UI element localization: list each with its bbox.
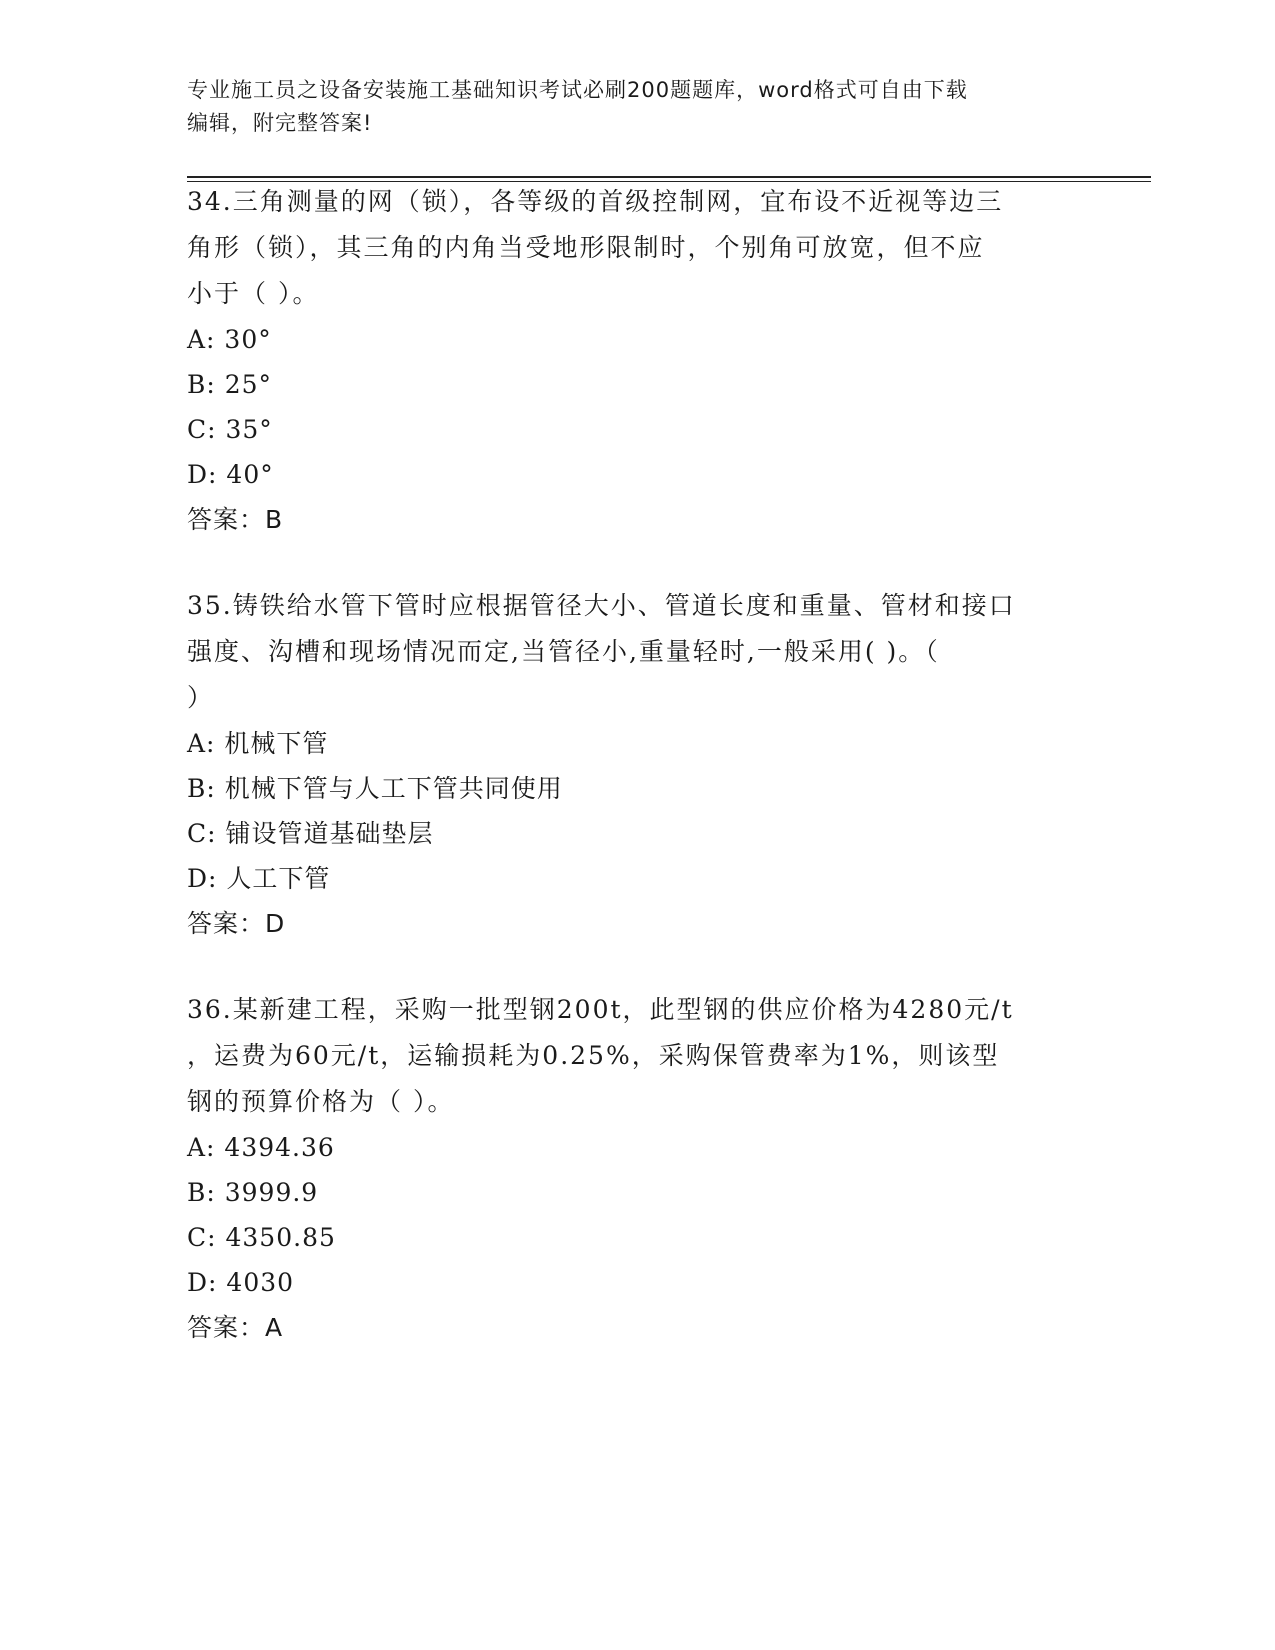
question-35 bbox=[187, 583, 1087, 947]
question-34-line-2: 角形（锁），其三角的内角当受地形限制时，个别角可放宽，但不应 bbox=[187, 233, 985, 262]
question-34-option-d: D: 40° bbox=[187, 460, 274, 489]
question-35-option-a: A: 机械下管 bbox=[187, 729, 329, 758]
header-divider-thick bbox=[187, 176, 1151, 178]
header-line-2: 编辑，附完整答案! bbox=[187, 111, 373, 135]
question-36-line-1: 36.某新建工程，采购一批型钢200t，此型钢的供应价格为4280元/t bbox=[187, 995, 1014, 1024]
question-34-option-c: C: 35° bbox=[187, 415, 273, 444]
question-35-option-d: D: 人工下管 bbox=[187, 864, 331, 893]
question-35-option-b: B: 机械下管与人工下管共同使用 bbox=[187, 774, 563, 803]
question-36-option-b: B: 3999.9 bbox=[187, 1178, 319, 1207]
question-35-answer: 答案：D bbox=[187, 909, 286, 938]
question-36-answer: 答案：A bbox=[187, 1313, 284, 1342]
question-36-option-a: A: 4394.36 bbox=[187, 1133, 335, 1162]
document-header bbox=[187, 74, 1067, 140]
question-36 bbox=[187, 987, 1087, 1351]
question-35-line-3: ） bbox=[187, 683, 215, 712]
question-35-option-c: C: 铺设管道基础垫层 bbox=[187, 819, 434, 848]
question-36-line-2: ，运费为60元/t，运输损耗为0.25%，采购保管费率为1%，则该型 bbox=[187, 1041, 1000, 1070]
question-34 bbox=[187, 179, 1087, 543]
question-35-line-2: 强度、沟槽和现场情况而定,当管径小,重量轻时,一般采用( )。（ bbox=[187, 637, 940, 666]
question-36-option-d: D: 4030 bbox=[187, 1268, 295, 1297]
question-34-line-3: 小于（ ）。 bbox=[187, 279, 320, 308]
question-35-line-1: 35.铸铁给水管下管时应根据管径大小、管道长度和重量、管材和接口 bbox=[187, 591, 1016, 620]
question-36-option-c: C: 4350.85 bbox=[187, 1223, 336, 1252]
header-line-1: 专业施工员之设备安装施工基础知识考试必刷200题题库，word格式可自由下载 bbox=[187, 78, 968, 102]
question-36-line-3: 钢的预算价格为（ ）。 bbox=[187, 1087, 455, 1116]
question-34-option-a: A: 30° bbox=[187, 325, 272, 354]
question-34-option-b: B: 25° bbox=[187, 370, 273, 399]
question-34-answer: 答案：B bbox=[187, 505, 284, 534]
question-34-line-1: 34.三角测量的网（锁），各等级的首级控制网，宜布设不近视等边三 bbox=[187, 187, 1004, 216]
